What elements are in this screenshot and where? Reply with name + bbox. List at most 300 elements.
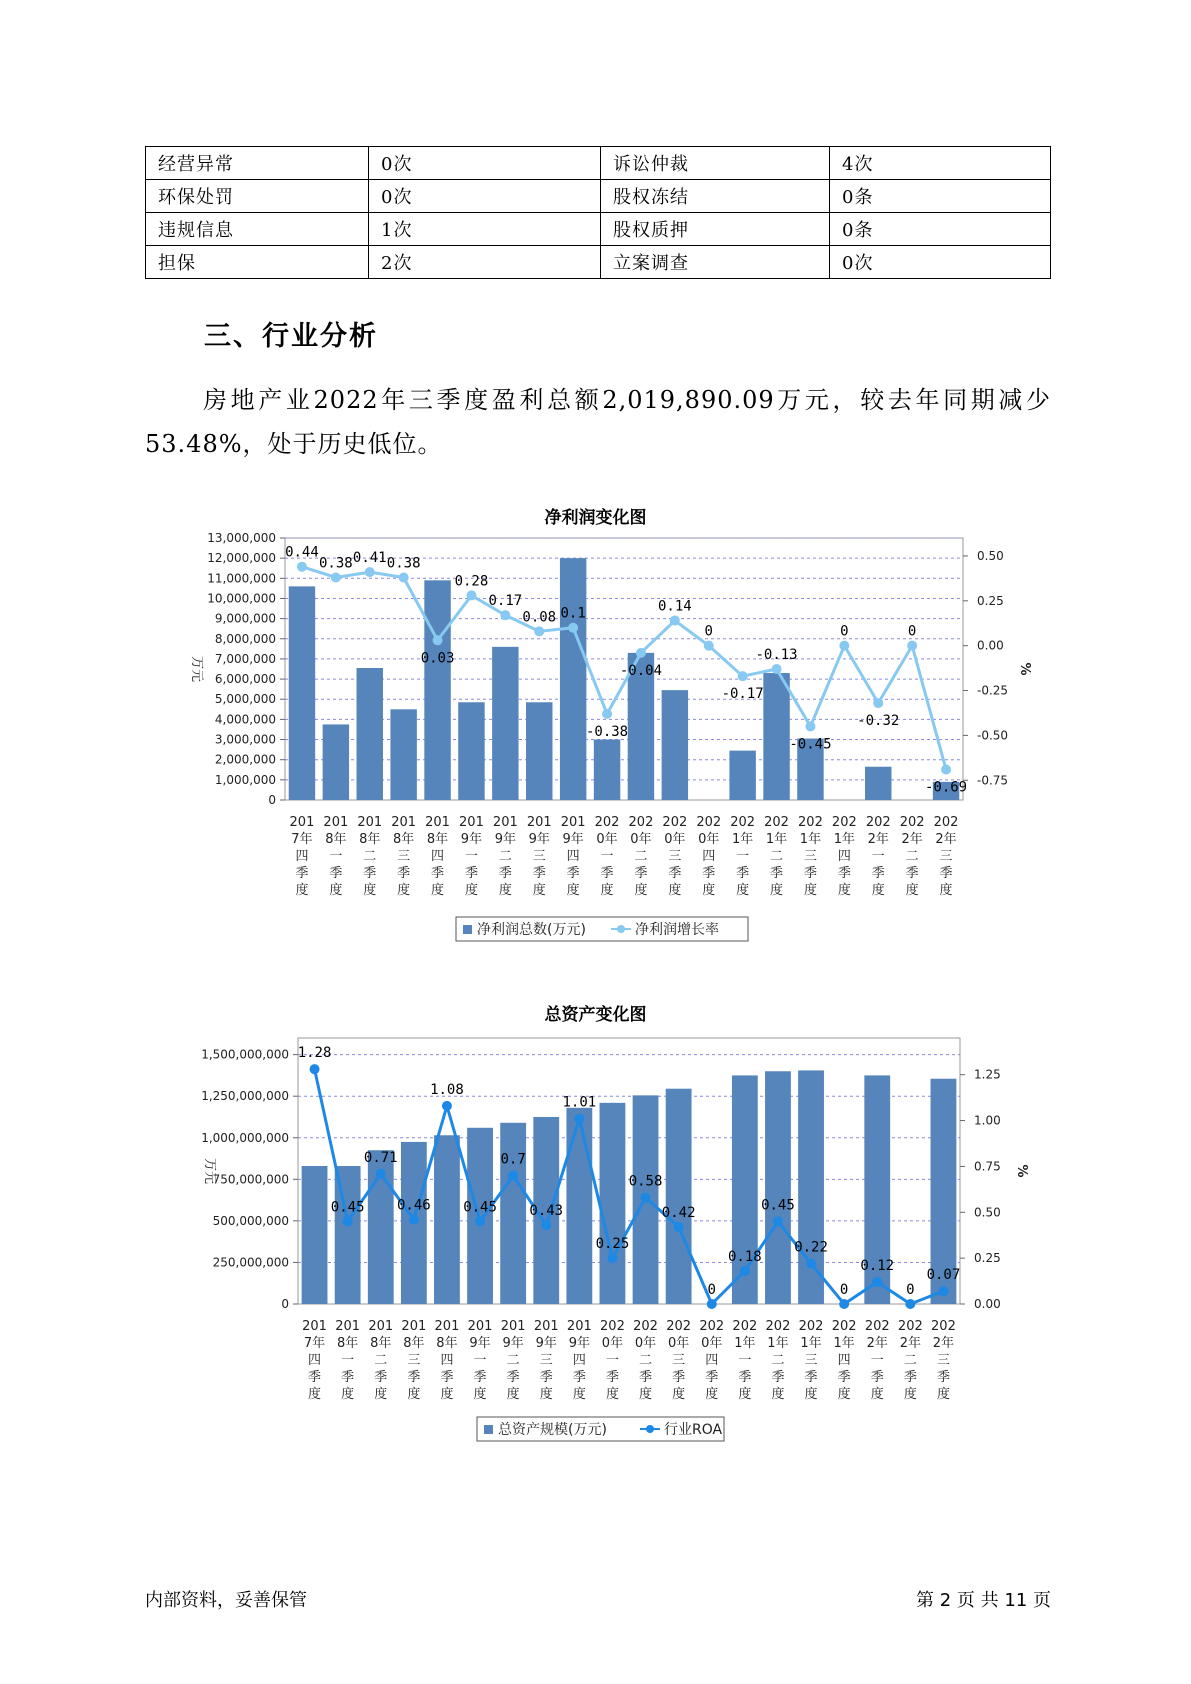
x-tick-label: 1年 <box>732 832 754 847</box>
data-label: 0.28 <box>454 573 489 590</box>
x-tick-label: 四 <box>308 1353 322 1368</box>
data-label: 1.28 <box>297 1045 332 1062</box>
net-profit-chart-title: 净利润变化图 <box>544 508 647 528</box>
x-tick-label: 202 <box>594 815 620 830</box>
x-tick-label: 202 <box>732 1319 758 1334</box>
x-tick-label: 季 <box>803 866 817 881</box>
line-point <box>806 1259 816 1269</box>
data-label: -0.13 <box>755 647 798 663</box>
bar <box>765 1071 791 1304</box>
x-tick-label: 季 <box>634 866 648 881</box>
bar <box>434 1135 460 1304</box>
x-tick-label: 季 <box>668 866 682 881</box>
y-tick-label: 12,000,000 <box>207 551 276 566</box>
x-tick-label: 0年 <box>601 1336 624 1351</box>
line-point <box>805 721 815 731</box>
data-label: 0.7 <box>500 1151 526 1168</box>
y-tick-label: 1,250,000,000 <box>201 1089 289 1104</box>
x-tick-label: 度 <box>329 883 343 898</box>
x-tick-label: 二 <box>905 849 919 864</box>
x-tick-label: 度 <box>672 1387 686 1402</box>
y2-axis-label: % <box>1017 662 1032 676</box>
x-tick-label: 2年 <box>932 1336 955 1351</box>
x-tick-label: 201 <box>289 815 315 830</box>
line-point <box>607 1253 617 1263</box>
x-tick-label: 度 <box>572 1387 586 1402</box>
x-tick-label: 度 <box>871 883 885 898</box>
x-tick-label: 度 <box>939 883 953 898</box>
data-label: 1.08 <box>430 1081 464 1098</box>
line-point <box>365 567 375 577</box>
x-tick-label: 二 <box>498 849 512 864</box>
y2-tick-label: -0.25 <box>977 683 1009 698</box>
table-value-cell: 0次 <box>369 147 601 180</box>
table-row <box>146 213 1051 246</box>
x-tick-label: 9年 <box>528 832 550 847</box>
line-point <box>534 626 544 636</box>
bar <box>560 558 586 800</box>
x-tick-label: 度 <box>473 1387 487 1402</box>
x-tick-label: 0年 <box>701 1336 723 1351</box>
table-value-cell: 0条 <box>830 180 1051 213</box>
table-label-cell: 违规信息 <box>146 213 369 246</box>
x-tick-label: 一 <box>870 1353 884 1368</box>
x-tick-label: 季 <box>566 866 580 881</box>
x-tick-label: 季 <box>572 1370 586 1385</box>
x-tick-label: 二 <box>374 1353 388 1368</box>
data-label: -0.38 <box>585 723 629 740</box>
y2-tick-label: -0.75 <box>977 773 1009 788</box>
data-label: 0 <box>707 1282 716 1298</box>
x-tick-label: 季 <box>870 1370 884 1385</box>
x-tick-label: 202 <box>730 815 756 830</box>
line-point <box>442 1101 452 1111</box>
x-tick-label: 季 <box>837 1370 851 1385</box>
line-point <box>466 590 476 600</box>
x-tick-label: 9年 <box>568 1336 590 1351</box>
data-label: 0.25 <box>595 1236 630 1253</box>
x-tick-label: 201 <box>323 815 349 830</box>
legend-line-marker <box>646 1425 654 1433</box>
x-tick-label: 三 <box>804 1353 818 1368</box>
x-tick-label: 一 <box>738 1353 752 1368</box>
data-label: 0 <box>839 1282 849 1298</box>
line-point <box>873 698 883 708</box>
data-label: 0.42 <box>661 1204 696 1221</box>
data-label: 0.17 <box>488 593 523 610</box>
x-tick-label: 二 <box>770 849 784 864</box>
data-label: 0.46 <box>396 1197 431 1214</box>
y-tick-label: 1,000,000,000 <box>201 1130 289 1145</box>
line-point <box>568 623 578 633</box>
x-tick-label: 度 <box>804 1387 818 1402</box>
bar <box>865 767 891 800</box>
y-tick-label: 7,000,000 <box>214 651 276 666</box>
x-tick-label: 1年 <box>799 832 822 847</box>
x-tick-label: 0年 <box>668 1336 690 1351</box>
x-tick-label: 三 <box>803 849 817 864</box>
x-tick-label: 度 <box>464 883 478 898</box>
x-tick-label: 度 <box>903 1387 917 1402</box>
y2-tick-label: 1.00 <box>974 1113 1001 1128</box>
y2-tick-label: 1.25 <box>974 1067 1001 1082</box>
x-tick-label: 202 <box>628 815 654 830</box>
x-tick-label: 7年 <box>303 1336 326 1351</box>
x-tick-label: 季 <box>771 1370 785 1385</box>
bar <box>492 647 518 800</box>
x-tick-label: 季 <box>936 1370 950 1385</box>
x-tick-label: 二 <box>771 1353 785 1368</box>
x-tick-label: 201 <box>526 815 552 830</box>
x-tick-label: 201 <box>560 815 586 830</box>
x-tick-label: 8年 <box>393 832 415 847</box>
bar <box>424 580 450 800</box>
x-tick-label: 度 <box>770 883 784 898</box>
x-tick-label: 季 <box>407 1370 421 1385</box>
x-tick-label: 二 <box>639 1353 653 1368</box>
x-tick-label: 季 <box>431 866 445 881</box>
x-tick-label: 0年 <box>634 1336 657 1351</box>
table-value-cell: 1次 <box>369 213 601 246</box>
data-label: 0 <box>907 623 917 640</box>
x-tick-label: 度 <box>605 1387 619 1402</box>
data-label: 0.43 <box>529 1203 564 1220</box>
x-tick-label: 201 <box>401 1319 427 1334</box>
x-tick-label: 度 <box>639 1387 653 1402</box>
x-tick-label: 度 <box>600 883 614 898</box>
x-tick-label: 一 <box>473 1353 487 1368</box>
y2-tick-label: 0.00 <box>974 1297 1001 1311</box>
y-tick-label: 3,000,000 <box>214 732 276 747</box>
bar <box>500 1123 526 1304</box>
x-tick-label: 季 <box>363 866 377 881</box>
x-tick-label: 201 <box>459 815 484 830</box>
y-tick-label: 250,000,000 <box>212 1255 289 1270</box>
legend-bar-swatch <box>484 1425 493 1434</box>
x-tick-label: 1年 <box>734 1336 756 1351</box>
x-tick-label: 季 <box>905 866 919 881</box>
line-point <box>773 1216 783 1226</box>
x-tick-label: 度 <box>295 883 309 898</box>
x-tick-label: 季 <box>532 866 546 881</box>
line-point <box>941 764 951 774</box>
x-tick-label: 7年 <box>291 832 313 847</box>
x-tick-label: 0年 <box>630 832 652 847</box>
x-tick-label: 四 <box>702 849 716 864</box>
data-label: 0.1 <box>560 605 586 622</box>
table-label-cell: 担保 <box>146 246 369 279</box>
table-row <box>146 180 1051 213</box>
x-tick-label: 度 <box>440 1387 454 1402</box>
table-value-cell: 0条 <box>830 213 1051 246</box>
table-value-cell: 0次 <box>369 180 601 213</box>
data-label: 0.38 <box>386 555 421 572</box>
x-tick-label: 9年 <box>502 1336 524 1351</box>
x-tick-label: 202 <box>897 1319 923 1334</box>
table-label-cell: 立案调查 <box>601 246 830 279</box>
data-label: 0.08 <box>522 609 557 626</box>
bar <box>666 1089 692 1304</box>
x-tick-label: 2年 <box>901 832 923 847</box>
line-point <box>636 648 646 658</box>
x-tick-label: 季 <box>702 866 716 881</box>
x-tick-label: 季 <box>308 1370 322 1385</box>
data-label: 0.12 <box>860 1257 895 1274</box>
x-tick-label: 201 <box>533 1319 559 1334</box>
bar <box>526 702 552 800</box>
y-tick-label: 4,000,000 <box>214 712 276 727</box>
table-label-cell: 诉讼仲裁 <box>601 147 830 180</box>
x-tick-label: 201 <box>500 1319 526 1334</box>
x-tick-label: 201 <box>492 815 518 830</box>
y-axis-label: 万元 <box>189 655 204 683</box>
y-axis-label: 万元 <box>202 1157 217 1185</box>
x-tick-label: 202 <box>696 815 722 830</box>
x-tick-label: 度 <box>702 883 716 898</box>
x-tick-label: 三 <box>939 849 953 864</box>
line-point <box>905 1299 915 1309</box>
line-point <box>475 1216 485 1226</box>
x-tick-label: 度 <box>498 883 512 898</box>
x-tick-label: 201 <box>467 1319 493 1334</box>
x-tick-label: 1年 <box>833 1336 855 1351</box>
table-row <box>146 147 1051 180</box>
x-tick-label: 度 <box>397 883 411 898</box>
net-profit-chart <box>0 528 1191 948</box>
line-point <box>839 1299 849 1309</box>
line-point <box>541 1220 551 1230</box>
y2-tick-label: 0.50 <box>977 548 1004 563</box>
x-tick-label: 9年 <box>562 832 584 847</box>
data-label: -0.45 <box>789 736 832 753</box>
x-tick-label: 202 <box>864 1319 890 1334</box>
x-tick-label: 8年 <box>426 832 449 847</box>
y2-tick-label: 0.00 <box>977 638 1004 653</box>
x-tick-label: 202 <box>633 1319 658 1334</box>
bar <box>763 673 789 800</box>
x-tick-label: 三 <box>936 1353 950 1368</box>
x-tick-label: 季 <box>329 866 343 881</box>
x-tick-label: 度 <box>668 883 682 898</box>
bar <box>390 709 416 800</box>
legend-line-marker <box>617 925 625 933</box>
line-point <box>500 610 510 620</box>
x-tick-label: 202 <box>798 815 823 830</box>
x-tick-label: 季 <box>374 1370 388 1385</box>
line-point <box>707 1299 717 1309</box>
x-tick-label: 季 <box>600 866 614 881</box>
x-tick-label: 季 <box>464 866 478 881</box>
y-tick-label: 0 <box>281 1297 289 1311</box>
x-tick-label: 1年 <box>800 1336 822 1351</box>
x-tick-label: 一 <box>329 849 343 864</box>
table-value-cell: 2次 <box>369 246 601 279</box>
data-label: 0.38 <box>318 555 353 572</box>
x-tick-label: 度 <box>738 1387 752 1402</box>
y-tick-label: 2,000,000 <box>214 752 276 767</box>
x-tick-label: 2年 <box>866 1336 888 1351</box>
data-label: -0.69 <box>924 779 968 796</box>
line-point <box>938 1286 948 1296</box>
x-tick-label: 0年 <box>698 832 720 847</box>
analysis-paragraph: 房地产业2022年三季度盈利总额2,019,890.09万元，较去年同期减少53.48%，处于历史低位。 <box>145 386 1051 458</box>
x-tick-label: 季 <box>736 866 750 881</box>
x-tick-label: 201 <box>357 815 383 830</box>
y-tick-label: 500,000,000 <box>212 1213 289 1228</box>
line-point <box>508 1171 518 1181</box>
line-point <box>343 1216 353 1226</box>
legend-label: 净利润总数(万元) <box>477 922 586 938</box>
data-label: -0.32 <box>857 713 900 730</box>
line-point <box>641 1193 651 1203</box>
data-label: -0.04 <box>619 662 663 679</box>
data-label: 0.45 <box>761 1197 795 1214</box>
y-tick-label: 13,000,000 <box>207 531 276 545</box>
x-tick-label: 度 <box>407 1387 421 1402</box>
line-point <box>602 709 612 719</box>
section-title: 三、行业分析 <box>204 321 378 352</box>
x-tick-label: 季 <box>295 866 309 881</box>
x-tick-label: 季 <box>871 866 885 881</box>
data-label: 0.45 <box>330 1199 365 1216</box>
data-label: 0 <box>704 623 713 640</box>
x-tick-label: 季 <box>473 1370 487 1385</box>
x-tick-label: 一 <box>341 1353 355 1368</box>
line-point <box>376 1169 386 1179</box>
x-tick-label: 8年 <box>436 1336 458 1351</box>
data-label: 0 <box>906 1282 915 1298</box>
x-tick-label: 8年 <box>325 832 347 847</box>
x-tick-label: 四 <box>295 849 309 864</box>
data-label: -0.17 <box>721 686 764 703</box>
x-tick-label: 202 <box>933 815 959 830</box>
x-tick-label: 三 <box>397 849 411 864</box>
x-tick-label: 度 <box>539 1387 553 1402</box>
bar <box>798 1070 824 1304</box>
x-tick-label: 2年 <box>899 1336 921 1351</box>
x-tick-label: 三 <box>668 849 682 864</box>
x-tick-label: 201 <box>425 815 450 830</box>
x-tick-label: 1年 <box>767 1336 789 1351</box>
y2-tick-label: -0.50 <box>977 728 1009 743</box>
x-tick-label: 二 <box>363 849 377 864</box>
data-label: 0.18 <box>727 1248 762 1265</box>
x-tick-label: 度 <box>506 1387 520 1402</box>
x-tick-label: 季 <box>672 1370 686 1385</box>
data-label: 0 <box>840 623 849 640</box>
y2-tick-label: 0.25 <box>974 1251 1001 1266</box>
x-tick-label: 三 <box>539 1353 553 1368</box>
x-tick-label: 一 <box>464 849 478 864</box>
x-tick-label: 201 <box>335 1319 361 1334</box>
bar <box>600 1103 626 1304</box>
line-point <box>738 671 748 681</box>
x-tick-label: 201 <box>566 1319 592 1334</box>
x-tick-label: 一 <box>600 849 614 864</box>
y2-tick-label: 0.25 <box>977 593 1004 608</box>
table-label-cell: 股权质押 <box>601 213 830 246</box>
data-label: 0.44 <box>285 544 319 561</box>
x-tick-label: 202 <box>699 1319 725 1334</box>
x-tick-label: 季 <box>506 1370 520 1385</box>
x-tick-label: 二 <box>903 1353 917 1368</box>
data-label: 0.45 <box>463 1199 497 1216</box>
x-tick-label: 度 <box>736 883 750 898</box>
bar <box>458 702 484 800</box>
bar <box>302 1166 328 1304</box>
total-assets-chart-title: 总资产变化图 <box>544 1005 647 1025</box>
y-tick-label: 1,500,000,000 <box>201 1047 289 1062</box>
x-tick-label: 度 <box>803 883 817 898</box>
x-tick-label: 度 <box>308 1387 322 1402</box>
data-label: 0.71 <box>363 1149 398 1166</box>
x-tick-label: 季 <box>804 1370 818 1385</box>
bar <box>566 1108 592 1304</box>
line-point <box>331 572 341 582</box>
x-tick-label: 季 <box>903 1370 917 1385</box>
line-point <box>872 1277 882 1287</box>
x-tick-label: 四 <box>705 1353 719 1368</box>
table-row <box>146 246 1051 279</box>
line-point <box>772 664 782 674</box>
y2-tick-label: 0.50 <box>974 1205 1001 1220</box>
x-tick-label: 度 <box>870 1387 884 1402</box>
x-tick-label: 度 <box>837 883 851 898</box>
footer-page-number: 第 2 页 共 11 页 <box>916 1590 1051 1611</box>
line-point <box>433 635 443 645</box>
line-point <box>399 572 409 582</box>
line-point <box>704 641 714 651</box>
x-tick-label: 202 <box>662 815 688 830</box>
table-value-cell: 0次 <box>830 246 1051 279</box>
bar <box>357 668 383 800</box>
x-tick-label: 202 <box>798 1319 824 1334</box>
x-tick-label: 1年 <box>765 832 788 847</box>
x-tick-label: 202 <box>865 815 891 830</box>
line-point <box>297 562 307 572</box>
x-tick-label: 2年 <box>935 832 957 847</box>
x-tick-label: 度 <box>634 883 648 898</box>
data-label: 0.58 <box>628 1173 663 1190</box>
line-point <box>740 1266 750 1276</box>
legend <box>456 917 748 941</box>
x-tick-label: 202 <box>831 815 857 830</box>
x-tick-label: 8年 <box>337 1336 359 1351</box>
y-tick-label: 8,000,000 <box>214 631 276 646</box>
x-tick-label: 季 <box>738 1370 752 1385</box>
x-tick-label: 季 <box>705 1370 719 1385</box>
x-tick-label: 一 <box>736 849 750 864</box>
y-tick-label: 10,000,000 <box>207 591 276 606</box>
x-tick-label: 季 <box>539 1370 553 1385</box>
y-tick-label: 750,000,000 <box>212 1172 289 1187</box>
line-point <box>310 1064 320 1074</box>
x-tick-label: 202 <box>666 1319 692 1334</box>
y-tick-label: 9,000,000 <box>214 611 276 626</box>
y-tick-label: 5,000,000 <box>214 692 276 707</box>
y2-tick-label: 0.75 <box>974 1159 1001 1174</box>
x-tick-label: 四 <box>837 849 851 864</box>
legend <box>477 1417 724 1441</box>
x-tick-label: 9年 <box>494 832 516 847</box>
table-label-cell: 环保处罚 <box>146 180 369 213</box>
x-tick-label: 二 <box>634 849 648 864</box>
x-tick-label: 度 <box>566 883 580 898</box>
line-point <box>839 641 849 651</box>
x-tick-label: 三 <box>672 1353 686 1368</box>
y2-axis-label: % <box>1014 1164 1029 1178</box>
legend-label: 总资产规模(万元) <box>498 1422 607 1438</box>
